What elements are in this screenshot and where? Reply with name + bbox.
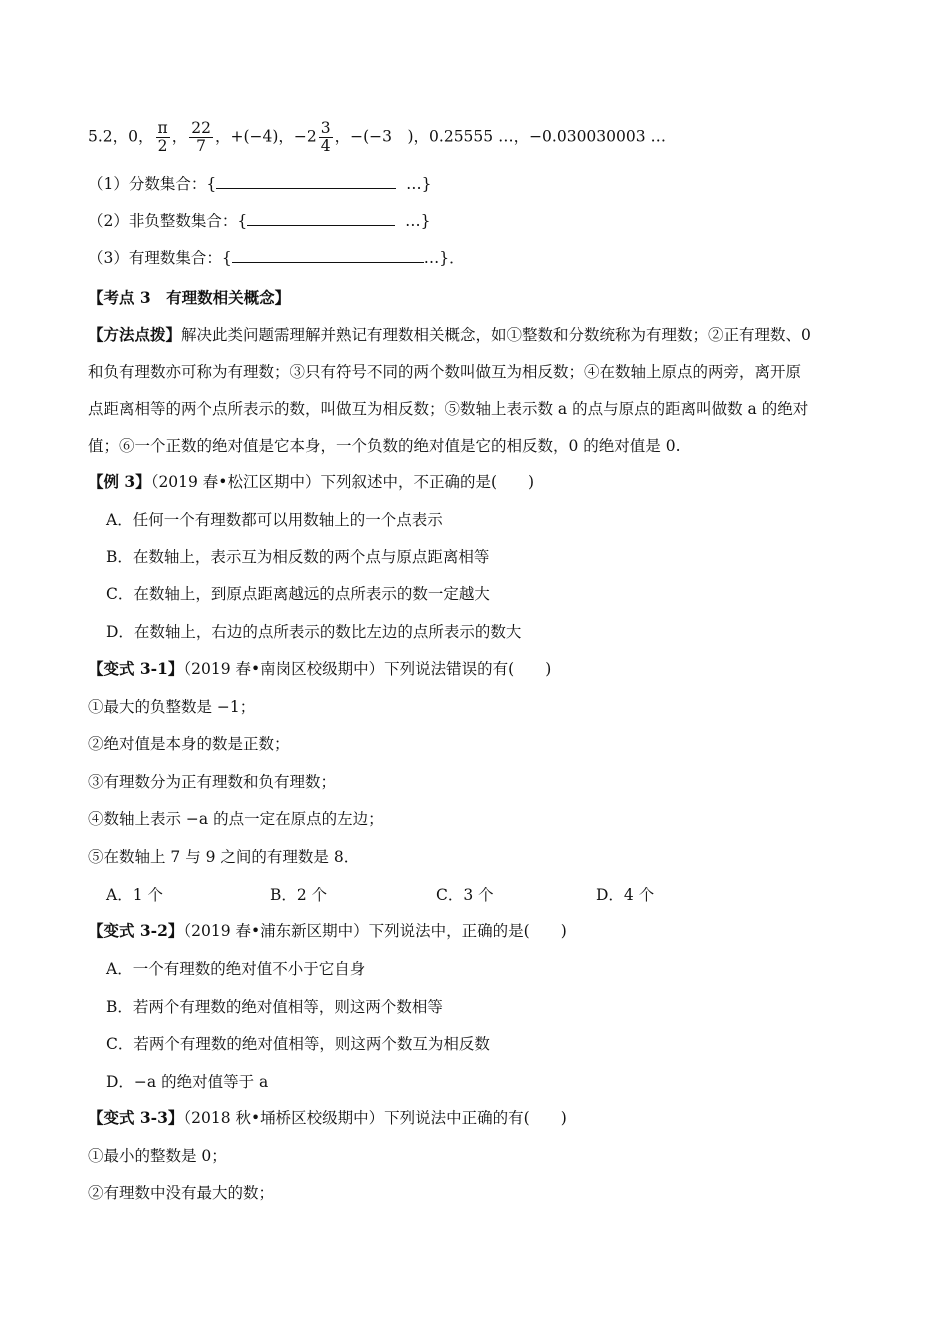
- rational-set-item: [88, 246, 465, 268]
- variant-head: 【变式 3-3】: [88, 1108, 184, 1127]
- variant-3-1-options: [106, 883, 654, 905]
- section-title: 【考点 3 有理数相关概念】: [88, 288, 291, 307]
- list-sep: ，: [171, 127, 188, 146]
- frac-den: 2: [157, 137, 168, 156]
- frac-den: 7: [196, 137, 207, 156]
- option-a[interactable]: A．1 个: [106, 886, 163, 904]
- variant-stem: （2019 春•南岗区校级期中）下列说法错误的有( ): [183, 660, 552, 678]
- frac-den: 4: [320, 137, 331, 156]
- option-d[interactable]: D．4 个: [596, 886, 655, 904]
- variant-3-3-statement-1: ①最小的整数是 0；: [88, 1147, 227, 1165]
- example-3-option-c[interactable]: C．在数轴上，到原点距离越远的点所表示的数一定越大: [106, 585, 490, 603]
- item-end: …}: [405, 212, 431, 230]
- variant-3-3-statement-2: ②有理数中没有最大的数；: [88, 1184, 275, 1202]
- method-line-3: 点距离相等的两个点所表示的数，叫做互为相反数；⑤数轴上表示数 a 的点与原点的距离叫做数 a 的绝对: [88, 400, 809, 418]
- variant-3-2-stem: [88, 919, 567, 941]
- statement-5: ⑤在数轴上 7 与 9 之间的有理数是 8．: [88, 848, 360, 866]
- example-3-option-b[interactable]: B．在数轴上，表示互为相反数的两个点与原点距离相等: [106, 548, 490, 566]
- variant-3-2-option-b[interactable]: B．若两个有理数的绝对值相等，则这两个数相等: [106, 998, 443, 1016]
- item-end: …}: [406, 175, 432, 193]
- list-prefix: 5.2，0，: [88, 127, 154, 146]
- fraction-22-over-7: [189, 120, 213, 155]
- statement-3: ③有理数分为正有理数和负有理数；: [88, 773, 337, 791]
- statement-1: ①最大的负整数是 −1；: [88, 698, 256, 716]
- statement-4: ④数轴上表示 −a 的点一定在原点的左边；: [88, 810, 384, 828]
- variant-3-1-stem: [88, 657, 551, 679]
- example-3-stem: [88, 470, 534, 492]
- frac-num: 3: [320, 119, 331, 137]
- frac-num: π: [157, 119, 168, 137]
- variant-3-2-option-c[interactable]: C．若两个有理数的绝对值相等，则这两个数互为相反数: [106, 1035, 490, 1053]
- statement-2: ②绝对值是本身的数是正数；: [88, 735, 290, 753]
- example-stem: （2019 春•松江区期中）下列叙述中，不正确的是( ): [150, 473, 535, 491]
- fraction-set-item: [88, 172, 431, 194]
- example-3-option-a[interactable]: A．任何一个有理数都可以用数轴上的一个点表示: [106, 511, 443, 529]
- nonneg-integer-set-item: [88, 209, 430, 231]
- answer-blank[interactable]: [232, 248, 424, 263]
- option-b[interactable]: B．2 个: [270, 886, 328, 904]
- variant-stem: （2019 春•浦东新区期中）下列说法中，正确的是( ): [183, 922, 567, 940]
- variant-3-3-stem: [88, 1106, 567, 1128]
- item-label: （1）分数集合：{: [88, 175, 217, 193]
- item-label: （2）非负整数集合：{: [88, 212, 248, 230]
- variant-3-2-option-a[interactable]: A．一个有理数的绝对值不小于它自身: [106, 960, 366, 978]
- answer-blank[interactable]: [216, 174, 396, 189]
- fraction-3-over-4: [319, 120, 333, 155]
- variant-stem: （2018 秋•埇桥区校级期中）下列说法中正确的有( ): [183, 1109, 567, 1127]
- frac-num: 22: [191, 119, 211, 137]
- method-line-2: 和负有理数亦可称为有理数；③只有符号不同的两个数叫做互为相反数；④在数轴上原点的两旁，离开原: [88, 363, 802, 381]
- option-c[interactable]: C．3 个: [436, 886, 494, 904]
- item-end: …}．: [423, 249, 465, 267]
- list-suffix: ，−(−3 )，0.25555 …，−0.030030003 …: [334, 127, 667, 146]
- list-mid: ，+(−4)，−2: [214, 127, 317, 146]
- answer-blank[interactable]: [247, 211, 395, 226]
- method-line-1: [88, 323, 811, 345]
- number-list: [88, 120, 666, 155]
- example-3-option-d[interactable]: D．在数轴上，右边的点所表示的数比左边的点所表示的数大: [106, 623, 522, 641]
- example-head: 【例 3】: [88, 472, 151, 491]
- variant-head: 【变式 3-1】: [88, 659, 184, 678]
- method-text: 解决此类问题需理解并熟记有理数相关概念，如①整数和分数统称为有理数；②正有理数、0: [181, 326, 811, 344]
- variant-3-2-option-d[interactable]: D．−a 的绝对值等于 a: [106, 1073, 269, 1091]
- method-line-4: 值；⑥一个正数的绝对值是它本身，一个负数的绝对值是它的相反数，0 的绝对值是 0.: [88, 437, 681, 455]
- fraction-pi-over-2: [156, 120, 170, 155]
- method-head: 【方法点拨】: [88, 325, 182, 344]
- variant-head: 【变式 3-2】: [88, 921, 184, 940]
- item-label: （3）有理数集合：{: [88, 249, 232, 267]
